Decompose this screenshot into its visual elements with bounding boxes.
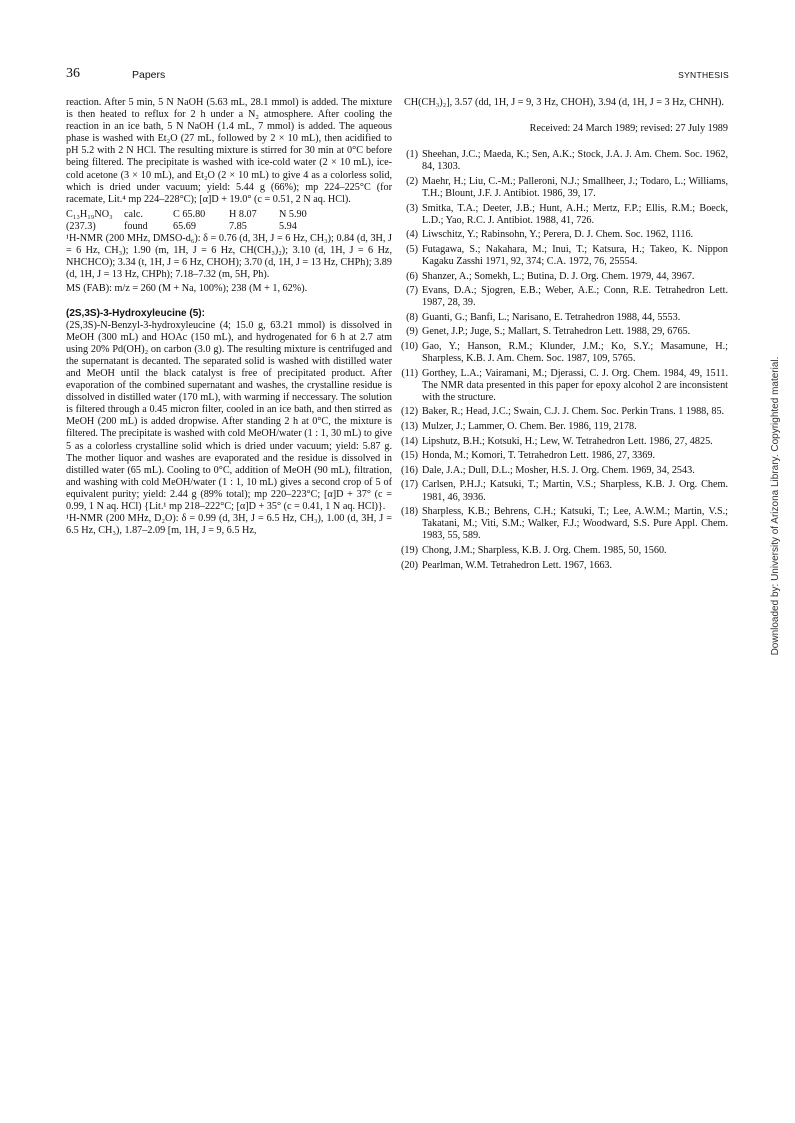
received-dates: Received: 24 March 1989; revised: 27 July 1989	[529, 123, 728, 135]
analysis-value: C 65.80	[173, 208, 206, 220]
procedure-paragraph: reaction. After 5 min, 5 N NaOH (5.63 mL, 28.1 mmol) is added. The mixture is then heated to reflux for 2 h under a N₂ atmosphere. After cooling the reaction in an ice bath, 5 N NaOH (1.4 mL, 7 mmol) is added. The aqueous phase is washed with Et₂O (27 mL, followed by 2 × 10 mL), then acidified to pH 5.2 with 2 N HCl. The resulting mixture is stirred for 30 min at 0°C before being filtered. The precipitate is washed with ice-cold water (2 × 10 mL), ice-cold acetone (3 × 10 mL), and Et₂O (2 × 10 mL) to give 4 as a colorless solid, which is dried under vacuum; yield: 5.44 g (66%); mp 224–225°C (for racemate, Lit.⁴ mp 224–228°C); [α]D + 19.0° (c = 0.51, 2 N aq. HCl).	[66, 97, 392, 205]
reference-number: (7)	[406, 285, 418, 297]
reference-text: Futagawa, S.; Nakahara, M.; Inui, T.; Katsura, H.; Takeo, K. Nippon Kagaku Zasshi 1971, 92, 374; C.A. 1972, 76, 25554.	[422, 243, 728, 267]
reference-number: (12)	[401, 406, 418, 418]
reference-number: (14)	[401, 435, 418, 447]
analysis-mass: (237.3)	[66, 220, 96, 232]
reference-item	[401, 506, 728, 542]
analysis-formula: C₁₃H₁₉NO₃	[66, 208, 113, 220]
reference-text: Sharpless, K.B.; Behrens, C.H.; Katsuki, T.; Lee, A.W.M.; Martin, V.S.; Takatani, M.; Viti, S.M.; Walker, F.J.; Woodward, S.S. Pure Appl. Chem. 1983, 55, 589.	[422, 506, 728, 542]
reference-text: Honda, M.; Komori, T. Tetrahedron Lett. 1986, 27, 3369.	[422, 450, 655, 462]
reference-item	[401, 341, 728, 365]
reference-item	[404, 176, 728, 200]
reference-item	[401, 464, 728, 477]
reference-text: Pearlman, W.M. Tetrahedron Lett. 1967, 1663.	[422, 559, 613, 571]
reference-text: Maehr, H.; Liu, C.-M.; Palleroni, N.J.; Smallheer, J.; Todaro, L.; Williams, T.H.; Blount, J.F. J. Antibiot. 1986, 39, 17.	[422, 175, 728, 199]
reference-number: (2)	[406, 175, 418, 187]
journal-name: SYNTHESIS	[678, 70, 729, 80]
reference-number: (3)	[406, 202, 418, 214]
reference-item	[404, 149, 728, 173]
procedure-paragraph: (2S,3S)-N-Benzyl-3-hydroxyleucine (4; 15.0 g, 63.21 mmol) is dissolved in MeOH (300 mL) and HOAc (150 mL), and hydrogenated for 6 h at 2.7 atm using 20% Pd(OH)₂ on carbon (3.0 g). The resulting mixture is centrifuged and the supernatant is decanted. The separated solid is washed with distilled water and MeOH until the black catalyst is free of precipitated product. After evaporation of the combined supernatant and washes, the crystalline residue is dissolved in distilled water (170 mL), with warming if neccessary. The solution is filtered through a 0.45 micron filter, cooled in an ice bath, and then stirred as MeOH (200 mL) is added dropwise. After standing 2 h at 0°C, the mixture is filtered. The precipitate is washed with cold MeOH/water (1 : 1, 30 mL) to give 5 as a colorless crystalline solid which is dried under vacuum; yield: 5.87 g. The mother liquor and washes are evaporated and the residue is dissolved in distilled water (65 mL). Cooling to 0°C, addition of MeOH (90 mL), filtration, and washing with cold MeOH/water (1 : 1, 10 mL) gives a second crop of 5 of equivalent purity; yield: 2.44 g (89% total); mp 220–223°C; [α]D + 37° (c = 0.99, 1 N aq. HCl) {Lit.¹ mp 218–222°C; [α]D + 35° (c = 0.41, 1 N aq. HCl)}.	[66, 319, 392, 512]
reference-item	[404, 326, 728, 338]
reference-item	[404, 285, 728, 309]
nmr-data: ¹H-NMR (200 MHz, D₂O): δ = 0.99 (d, 3H, J = 6.5 Hz, CH₃), 1.00 (d, 3H, J = 6.5 Hz, CH₃), 1.87–2.09 [m, 1H, J = 9, 6.5 Hz,	[66, 513, 392, 537]
reference-text: Gao, Y.; Hanson, R.M.; Klunder, J.M.; Ko, S.Y.; Masamune, H.; Sharpless, K.B. J. Am. Chem. Soc. 1987, 109, 5765.	[422, 341, 728, 365]
reference-number: (5)	[406, 243, 418, 255]
reference-number: (18)	[401, 506, 418, 518]
reference-number: (8)	[406, 311, 418, 323]
reference-number: (11)	[401, 367, 418, 379]
reference-text: Carlsen, P.H.J.; Katsuki, T.; Martin, V.S.; Sharpless, K.B. J. Org. Chem. 1981, 46, 3936.	[422, 479, 728, 503]
reference-number: (6)	[406, 270, 418, 282]
reference-text: Liwschitz, Y.; Rabinsohn, Y.; Perera, D. J. Chem. Soc. 1962, 1116.	[422, 229, 694, 241]
reference-number: (20)	[401, 559, 418, 571]
compound-heading: (2S,3S)-3-Hydroxyleucine (5):	[66, 307, 205, 319]
reference-item	[401, 421, 728, 433]
analysis-label: calc.	[124, 208, 143, 220]
reference-number: (15)	[401, 450, 418, 462]
reference-text: Guanti, G.; Banfi, L.; Narisano, E. Tetrahedron 1988, 44, 5553.	[422, 311, 681, 323]
reference-item	[404, 312, 728, 324]
analysis-value: 7.85	[229, 220, 247, 232]
reference-item	[401, 367, 728, 404]
reference-item	[404, 244, 728, 268]
page-number: 36	[66, 66, 80, 81]
left-column	[66, 97, 392, 537]
reference-text: Baker, R.; Head, J.C.; Swain, C.J. J. Chem. Soc. Perkin Trans. 1 1988, 85.	[422, 406, 725, 418]
analysis-value: 5.94	[279, 220, 297, 232]
reference-number: (19)	[401, 544, 418, 556]
analysis-value: N 5.90	[279, 208, 307, 220]
right-column	[401, 97, 728, 574]
reference-number: (4)	[406, 229, 418, 241]
reference-number: (9)	[406, 326, 418, 338]
elemental-analysis-row	[66, 209, 392, 221]
elemental-analysis-row	[66, 221, 392, 233]
reference-text: Genet, J.P.; Juge, S.; Mallart, S. Tetrahedron Lett. 1988, 29, 6765.	[422, 326, 691, 338]
reference-text: Mulzer, J.; Lammer, O. Chem. Ber. 1986, 119, 2178.	[422, 421, 637, 433]
reference-item	[404, 271, 728, 283]
reference-text: Lipshutz, B.H.; Kotsuki, H.; Lew, W. Tetrahedron Lett. 1986, 27, 4825.	[422, 435, 713, 447]
reference-number: (17)	[401, 479, 418, 491]
reference-text: Evans, D.A.; Sjogren, E.B.; Weber, A.E.; Conn, R.E. Tetrahedron Lett. 1987, 28, 39.	[422, 285, 728, 309]
analysis-value: 65.69	[173, 220, 196, 232]
reference-number: (16)	[401, 464, 418, 476]
reference-text: Dale, J.A.; Dull, D.L.; Mosher, H.S. J. Org. Chem. 1969, 34, 2543.	[422, 464, 695, 476]
reference-list	[401, 149, 728, 571]
reference-item	[404, 203, 728, 227]
nmr-data: ¹H-NMR (200 MHz, DMSO-d₆): δ = 0.76 (d, 3H, J = 6 Hz, CH₃); 0.84 (d, 3H, J = 6 Hz, CH₃); 1.90 (m, 1H, J = 6 Hz, CH(CH₃)₂); 3.10 (d, 1H, J = 6 Hz, NHCHCO); 3.34 (t, 1H, J = 6 Hz, CHOH); 3.70 (d, 1H, J = 13 Hz, CHPh); 3.89 (d, 1H, J = 13 Hz, CHPh); 7.18–7.32 (m, 5H, Ph).	[66, 233, 392, 281]
reference-item	[401, 406, 728, 418]
reference-item	[401, 479, 728, 503]
section-title: Papers	[132, 69, 166, 81]
reference-text: Sheehan, J.C.; Maeda, K.; Sen, A.K.; Stock, J.A. J. Am. Chem. Soc. 1962, 84, 1303.	[422, 149, 728, 173]
reference-text: Shanzer, A.; Somekh, L.; Butina, D. J. Org. Chem. 1979, 44, 3967.	[422, 270, 695, 282]
ms-data: MS (FAB): m/z = 260 (M + Na, 100%); 238 (M + 1, 62%).	[66, 283, 308, 295]
reference-number: (13)	[401, 421, 418, 433]
reference-text: Chong, J.M.; Sharpless, K.B. J. Org. Chem. 1985, 50, 1560.	[422, 544, 667, 556]
reference-item	[401, 450, 728, 462]
download-watermark: Downloaded by: University of Arizona Library. Copyrighted material.	[770, 356, 781, 656]
reference-item	[401, 435, 728, 448]
reference-number: (1)	[406, 149, 418, 161]
reference-item	[401, 544, 728, 557]
reference-number: (10)	[401, 341, 418, 352]
reference-text: Smitka, T.A.; Deeter, J.B.; Hunt, A.H.; Mertz, F.P.; Ellis, R.M.; Boeck, L.D.; Yao, R.C. J. Antibiot. 1988, 41, 726.	[422, 202, 728, 226]
analysis-label: found	[124, 220, 148, 232]
reference-item	[404, 229, 728, 241]
nmr-data-continued: CH(CH₃)₂], 3.57 (dd, 1H, J = 9, 3 Hz, CHOH), 3.94 (d, 1H, J = 3 Hz, CHNH).	[404, 97, 724, 108]
analysis-value: H 8.07	[229, 208, 257, 220]
reference-text: Gorthey, L.A.; Vairamani, M.; Djerassi, C. J. Org. Chem. 1984, 49, 1511. The NMR data presented in this paper for epoxy alcohol 2 are inconsistent with the structure.	[422, 367, 728, 403]
reference-item	[401, 559, 728, 572]
